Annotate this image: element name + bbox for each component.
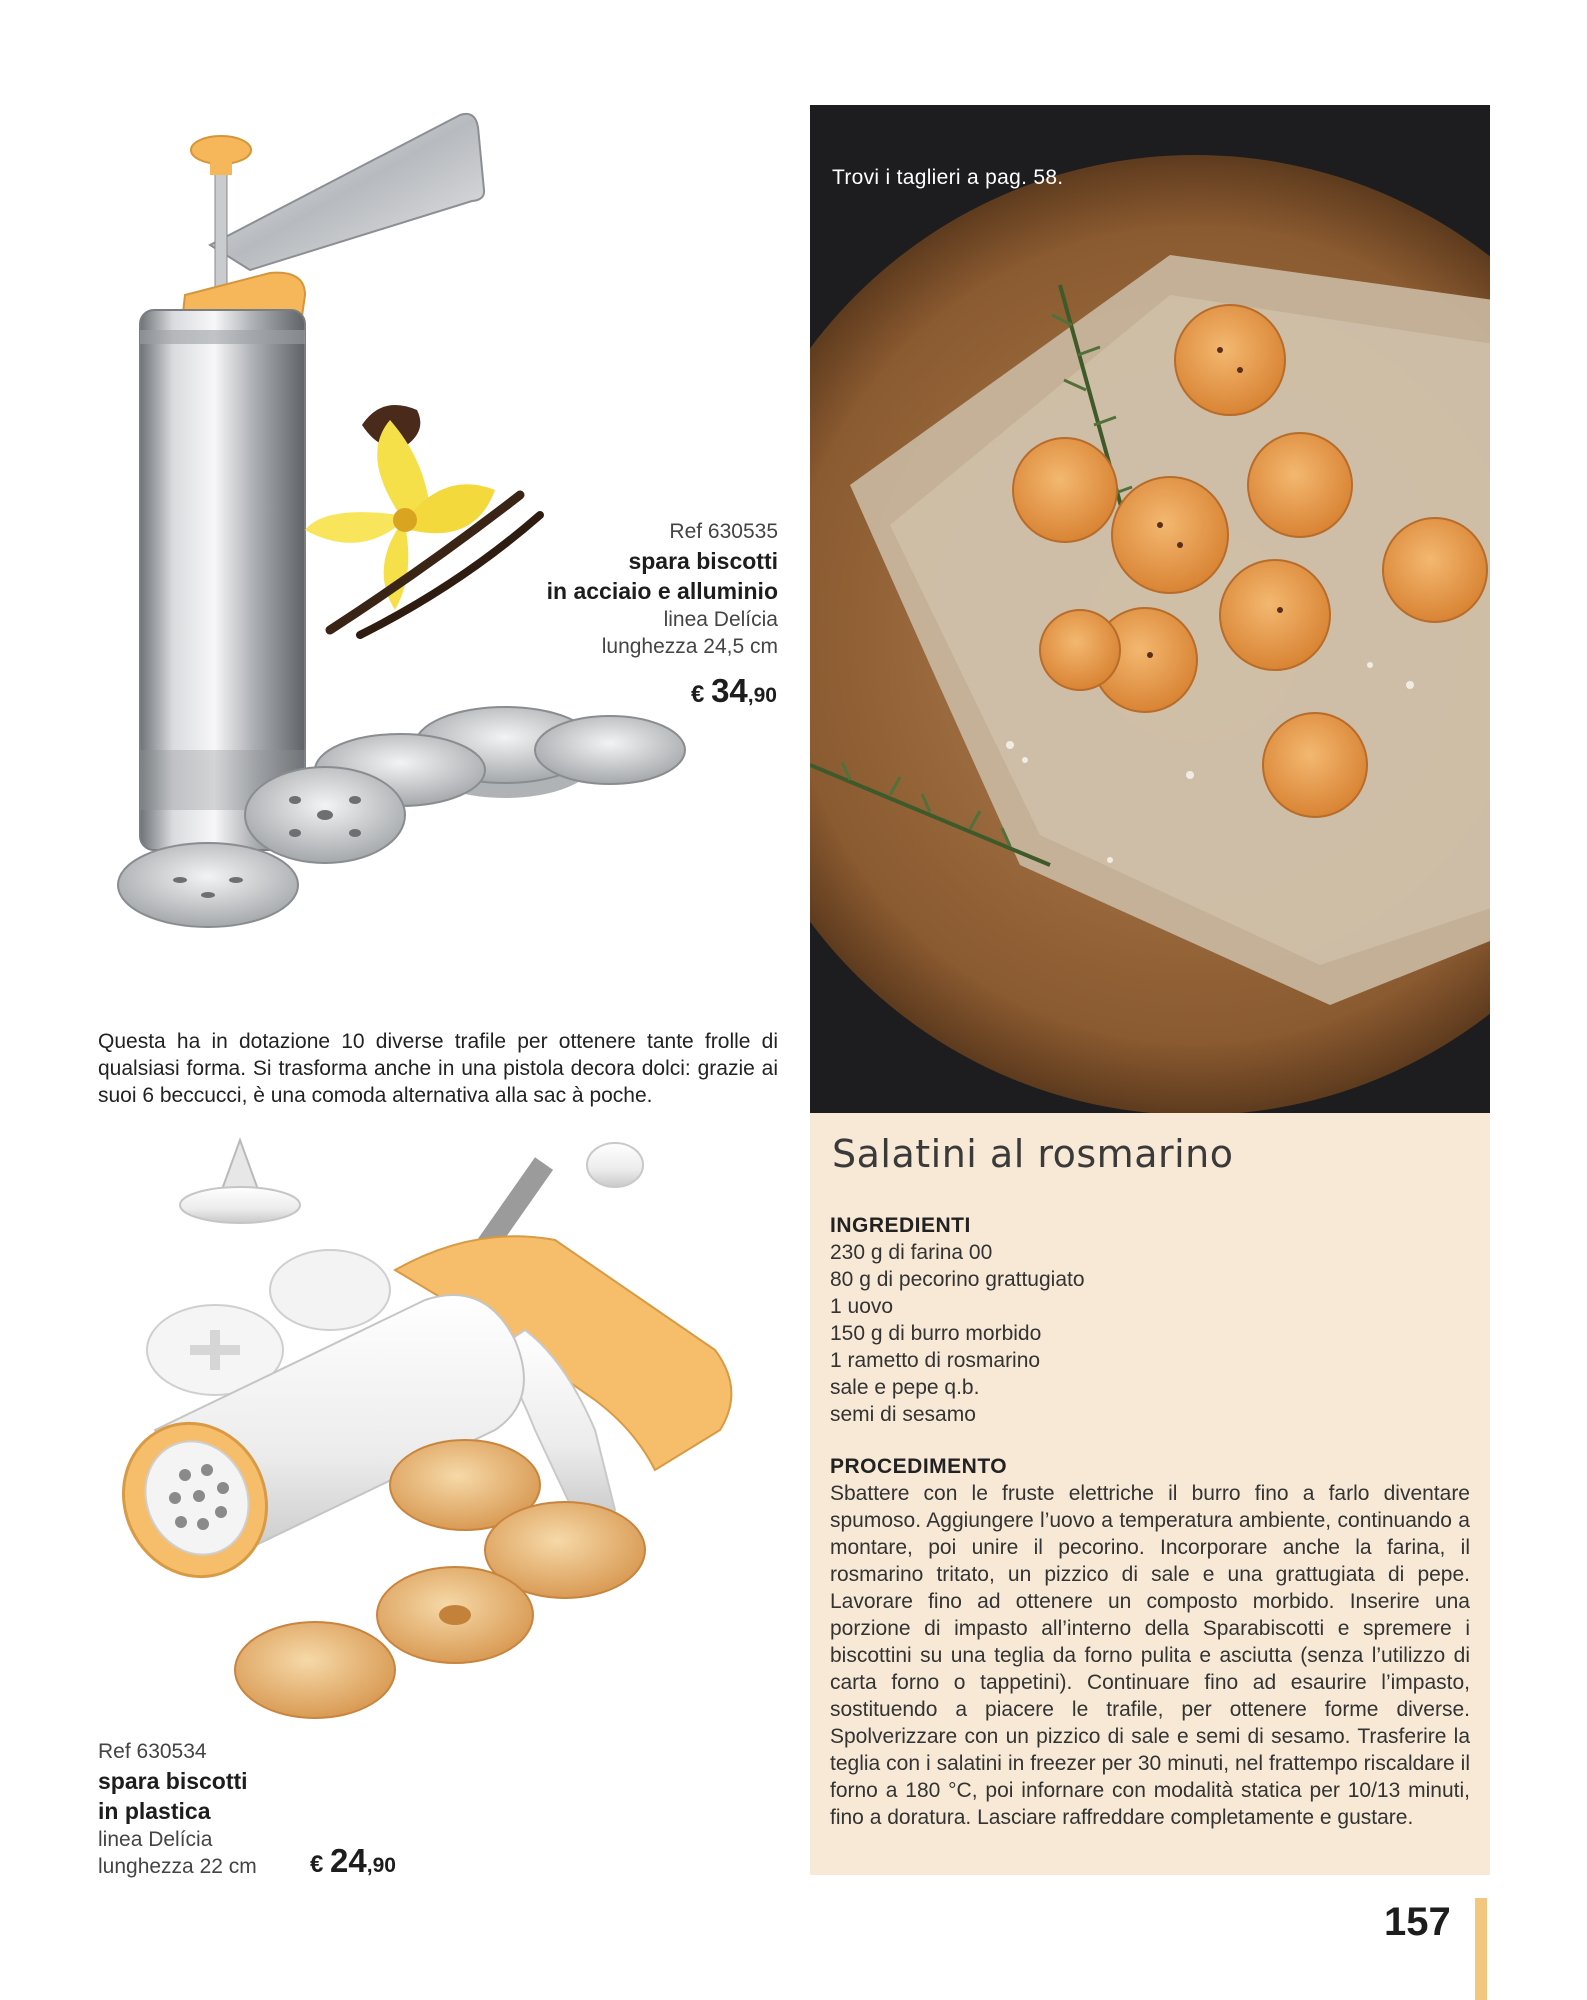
ingredient-item: semi di sesamo	[830, 1403, 976, 1426]
product-2-name-line-1: spara biscotti	[98, 1768, 248, 1794]
product-1-price-integer: 34	[711, 672, 748, 709]
ingredients-list	[830, 1239, 1470, 1428]
recipe-title: Salatini al rosmarino	[832, 1132, 1234, 1176]
product-2-length: lunghezza 22 cm	[98, 1855, 257, 1878]
crackers-on-board-illustration	[810, 105, 1490, 1113]
product-2-price	[310, 1842, 396, 1880]
product-1-length: lunghezza 24,5 cm	[601, 635, 778, 658]
product-description: Questa ha in dotazione 10 diverse trafile per ottenere tante frolle di qualsiasi forma. Si trasforma anche in una pistola decora dolci: grazie ai suoi 6 beccucci, è una comoda alternativa alla sac à poche.	[98, 1030, 778, 1107]
ingredient-item: 80 g di pecorino grattugiato	[830, 1268, 1085, 1291]
page-accent-bar	[1475, 1898, 1487, 2000]
product-2-price-currency: €	[310, 1851, 324, 1878]
procedure-text: Sbattere con le fruste elettriche il burro fino a farlo diventare spumoso. Aggiungere l’uovo a temperatura ambiente, continuando a montare, poi unire il pecorino. Incorporare anche la farina, il rosmarino tritato, un pizzico di sale e una grattugiata di pepe. Lavorare fino ad ottenere un composto morbido. Inserire una porzione di impasto all’interno della Sparabiscotti e spremere i biscottini su una teglia da forno pulita e asciutta (senza l’utilizzo di carta forno o tappetini). Continuare fino ad esaurire l’impasto, sostituendo a piacere le trafile, per ottenere forme diverse. Spolverizzare con un pizzico di sale e semi di sesamo. Trasferire la teglia con i salatini in freezer per 30 minuti, nel frattempo riscaldare il forno a 180 °C, poi infornare con modalità statica per 10/13 minuti, fino a doratura. Lasciare raffreddare completamente e gustare.	[830, 1482, 1470, 1829]
product-2-line: linea Delícia	[98, 1828, 213, 1851]
product-1-name-line-2: in acciaio e alluminio	[546, 578, 778, 604]
ingredient-item: 1 rametto di rosmarino	[830, 1349, 1041, 1372]
product-1-price-currency: €	[691, 681, 705, 708]
procedure-section	[830, 1453, 1470, 1831]
photo-caption: Trovi i taglieri a pag. 58.	[832, 166, 1064, 189]
product-2-ref: Ref 630534	[98, 1740, 207, 1763]
product-1-line: linea Delícia	[663, 608, 778, 631]
recipe-photo	[810, 105, 1490, 1113]
ingredient-item: sale e pepe q.b.	[830, 1376, 980, 1399]
ingredient-item: 150 g di burro morbido	[830, 1322, 1042, 1345]
ingredient-item: 1 uovo	[830, 1295, 894, 1318]
product-1-price-decimal: ,90	[747, 684, 777, 707]
product-2-price-decimal: ,90	[366, 1854, 396, 1877]
page-number: 157	[1384, 1900, 1451, 1944]
plastic-cookie-gun-image	[95, 1130, 795, 1730]
product-1-ref: Ref 630535	[669, 520, 778, 543]
product-1-price	[691, 672, 777, 710]
product-1-info	[420, 518, 778, 660]
ingredients-heading: INGREDIENTI	[830, 1214, 971, 1237]
product-2-price-integer: 24	[330, 1842, 367, 1879]
ingredients-section	[830, 1212, 1470, 1428]
product-2-name-line-2: in plastica	[98, 1798, 211, 1824]
procedure-heading: PROCEDIMENTO	[830, 1455, 1008, 1478]
product-1-name-line-1: spara biscotti	[628, 548, 778, 574]
ingredient-item: 230 g di farina 00	[830, 1241, 993, 1264]
